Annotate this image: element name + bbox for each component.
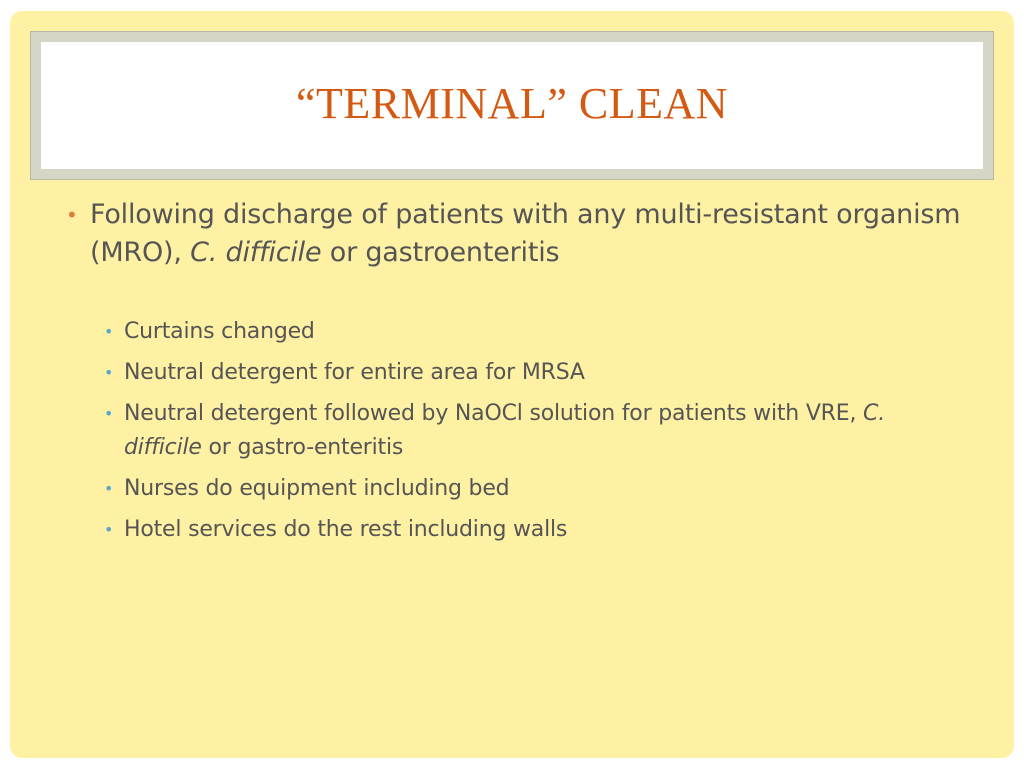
sub-bullet-text: Hotel services do the rest including walls <box>124 517 568 542</box>
sub-bullet-item <box>62 513 962 547</box>
bullet-dot-icon: • <box>66 203 78 227</box>
bullet-dot-icon: • <box>104 404 114 423</box>
main-point-italic: C. difficile <box>190 237 322 268</box>
sub-bullet-text: Neutral detergent followed by NaOCl solution for patients with VRE, <box>124 401 864 426</box>
bullet-dot-icon: • <box>104 322 114 341</box>
main-point-text: Following discharge of patients with any multi-resistant organism (MRO), <box>90 199 961 268</box>
title-frame <box>30 31 994 180</box>
bullet-dot-icon: • <box>104 363 114 382</box>
slide-title: “TERMINAL” CLEAN <box>295 79 728 128</box>
sub-bullet-item <box>62 356 962 390</box>
sub-bullet-item <box>62 472 962 506</box>
bullet-dot-icon: • <box>104 520 114 539</box>
slide-body <box>62 196 962 554</box>
sub-bullet-tail: or gastro-enteritis <box>201 435 404 460</box>
sub-bullet-italic: C. difficile <box>124 401 886 460</box>
title-box <box>41 42 983 169</box>
sub-bullet-list <box>62 315 962 547</box>
sub-bullet-item <box>62 397 962 465</box>
sub-bullet-text: Neutral detergent for entire area for MRSA <box>124 360 585 385</box>
sub-bullet-item <box>62 315 962 349</box>
main-bullet-point <box>62 196 962 272</box>
main-point-tail: or gastroenteritis <box>321 237 560 268</box>
sub-bullet-text: Nurses do equipment including bed <box>124 476 510 501</box>
sub-bullet-text: Curtains changed <box>124 319 315 344</box>
bullet-dot-icon: • <box>104 479 114 498</box>
